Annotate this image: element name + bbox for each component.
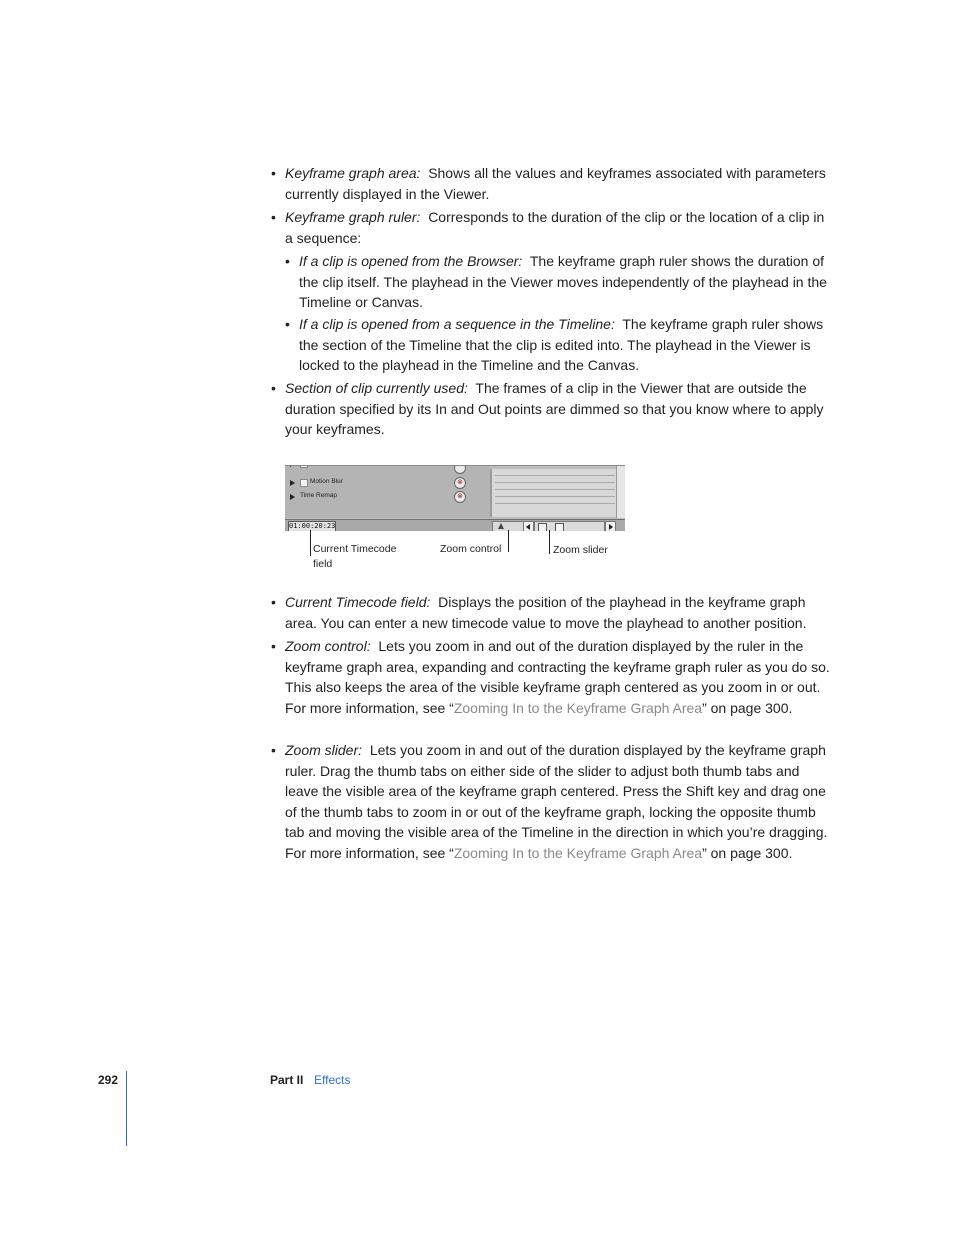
term: Keyframe graph ruler: [285, 209, 421, 225]
bullet-current-timecode-field [271, 592, 830, 633]
sub-bullet-timeline [285, 314, 830, 376]
enable-checkbox[interactable] [300, 465, 308, 468]
bullet-mark: • [285, 316, 290, 332]
reset-button-icon[interactable]: ⊗ [454, 477, 466, 489]
zoom-slider-thumb-left[interactable] [538, 523, 547, 531]
description: The frames of a clip in the Viewer that are outside the duration specified by its In and Out points are dimmed so that you know where to apply your keyframes. [285, 380, 824, 437]
cross-reference-link[interactable]: Zooming In to the Keyframe Graph Area [453, 844, 703, 861]
sub-bullet-browser [285, 251, 830, 313]
term: If a clip is opened from the Browser: [299, 253, 523, 269]
description: The keyframe graph ruler shows the section of the Timeline that the clip is edited into. The playhead in the Viewer is locked to the playhead in the Timeline and the Canvas. [299, 316, 824, 373]
reset-button-icon[interactable]: ⊗ [454, 491, 466, 503]
callout-zoom-slider: Zoom slider [553, 544, 608, 556]
bullet-zoom-control [271, 636, 830, 718]
scroll-right-button[interactable] [605, 521, 616, 531]
bullet-mark: • [271, 638, 276, 654]
scroll-left-button[interactable] [523, 521, 534, 531]
enable-checkbox[interactable] [300, 479, 308, 487]
zoom-slider-thumb-right[interactable] [555, 523, 564, 531]
viewer-screenshot-figure [285, 465, 625, 531]
bullet-keyframe-graph-ruler [271, 207, 830, 248]
term: Zoom control: [285, 638, 371, 654]
arrow-right-icon [609, 524, 613, 530]
bullet-mark: • [271, 209, 276, 225]
viewer-bottom-bar [285, 519, 625, 531]
footer-part-label: Part II [270, 1073, 304, 1087]
description: Corresponds to the duration of the clip or the location of a clip in a sequence: [285, 209, 825, 246]
description: Lets you zoom in and out of the duration displayed by the ruler in the keyframe graph area, expanding and contracting the keyframe graph ruler as you do so. This also keeps the area of the visible keyframe graph centered as you zoom in or out. For more information, see “ [285, 638, 830, 716]
reset-button-icon[interactable] [454, 465, 466, 474]
callout-timecode-field: Current Timecode field [313, 543, 397, 570]
description-tail: ” on page 300. [702, 699, 793, 716]
zoom-control-knob-icon[interactable] [498, 523, 504, 529]
bullet-mark: • [271, 165, 276, 181]
bullet-mark: • [285, 253, 290, 269]
term: Keyframe graph area: [285, 165, 421, 181]
parameter-label: Motion Blur [310, 478, 343, 485]
vertical-scrollbar[interactable] [616, 466, 625, 518]
keyframe-graph-area[interactable] [490, 469, 618, 517]
disclosure-triangle-icon[interactable] [290, 494, 295, 500]
current-timecode-field[interactable]: 01:00:20:23 [289, 522, 336, 530]
bullet-zoom-slider [271, 740, 830, 863]
bullet-mark: • [271, 594, 276, 610]
description: The keyframe graph ruler shows the duration of the clip itself. The playhead in the Viewer moves independently of the playhead in the Timeline or Canvas. [299, 253, 827, 310]
description-tail: ” on page 300. [702, 844, 793, 861]
footer-divider [126, 1071, 127, 1146]
zoom-slider[interactable] [534, 521, 605, 531]
description: Shows all the values and keyframes associated with parameters currently displayed in the Viewer. [285, 165, 826, 202]
callout-line-zoom-control [508, 530, 509, 552]
bullet-keyframe-graph-area [271, 163, 830, 204]
term: If a clip is opened from a sequence in the Timeline: [299, 316, 615, 332]
term: Current Timecode field: [285, 594, 431, 610]
disclosure-triangle-icon[interactable] [290, 465, 295, 467]
bullet-section-of-clip [271, 378, 830, 440]
description: Lets you zoom in and out of the duration displayed by the keyframe graph ruler. Drag the thumb tabs on either side of the slider to adjust both thumb tabs and leave the visible area of the keyframe graph centered. Press the Shift key and drag one of the thumb tabs to zoom in or out of the keyframe graph, locking the opposite thumb tab and moving the visible area of the Timeline in the direction in which you’re dragging. For more information, see “ [285, 742, 828, 861]
callout-line-zoom-slider [549, 530, 550, 554]
parameter-label: Time Remap [300, 492, 337, 499]
cross-reference-link[interactable]: Zooming In to the Keyframe Graph Area [453, 699, 703, 716]
callout-line-timecode [310, 530, 311, 556]
parameter-panel [285, 466, 490, 518]
arrow-left-icon [526, 524, 530, 530]
description: Displays the position of the playhead in the keyframe graph area. You can enter a new timecode value to move the playhead to another position. [285, 594, 807, 631]
bullet-mark: • [271, 742, 276, 758]
term: Zoom slider: [285, 742, 363, 758]
term: Section of clip currently used: [285, 380, 468, 396]
footer-section-link[interactable]: Effects [314, 1073, 351, 1087]
page-number: 292 [98, 1073, 119, 1087]
disclosure-triangle-icon[interactable] [290, 480, 295, 486]
bullet-mark: • [271, 380, 276, 396]
callout-zoom-control: Zoom control [440, 543, 502, 555]
